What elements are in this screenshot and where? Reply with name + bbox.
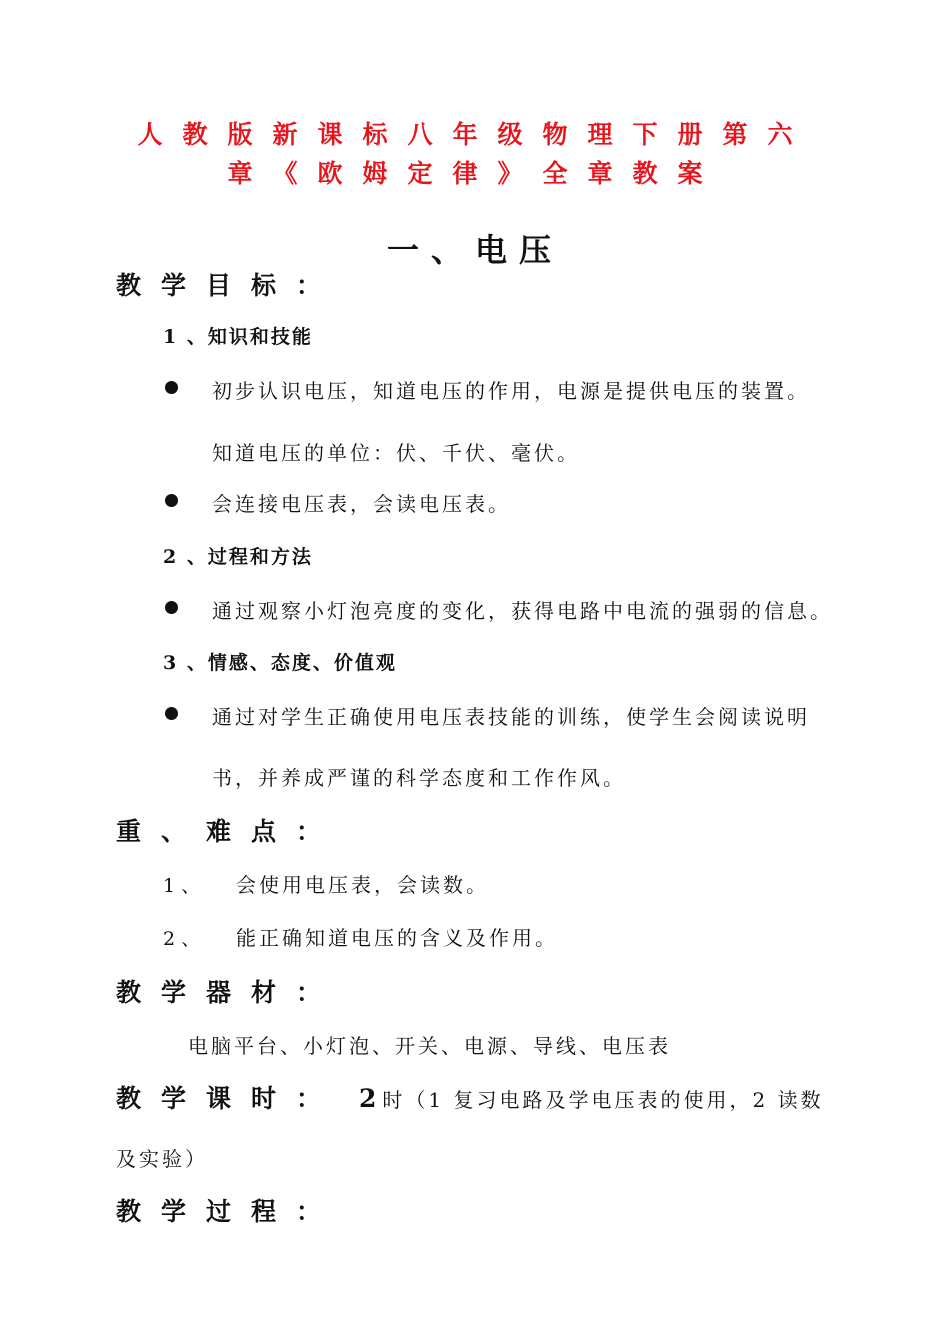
objective-bullet-4-line-1: 通过对学生正确使用电压表技能的训练，使学生会阅读说明 bbox=[212, 705, 810, 729]
objectives-sub-process: 2 、过程和方法 bbox=[163, 546, 313, 568]
equipment-heading: 教学器材： bbox=[116, 978, 342, 1007]
objective-bullet-1-line-2: 知道电压的单位：伏、千伏、毫伏。 bbox=[212, 441, 580, 465]
section-title: 一、电压 bbox=[386, 231, 563, 269]
document-title-line-1: 人教版新课标八年级物理下册第六 bbox=[137, 120, 813, 149]
key-point-2-number: 2 、 bbox=[163, 928, 201, 950]
bullet-icon bbox=[165, 707, 178, 720]
hours-description-line-1: 时（1 复习电路及学电压表的使用，2 读数 bbox=[382, 1088, 824, 1112]
key-point-1-number: 1 、 bbox=[163, 875, 201, 897]
hours-heading-label: 教学课时： bbox=[116, 1084, 342, 1113]
objective-bullet-2: 会连接电压表，会读电压表。 bbox=[212, 492, 511, 516]
objectives-heading: 教学目标： bbox=[116, 271, 342, 300]
equipment-list: 电脑平台、小灯泡、开关、电源、导线、电压表 bbox=[188, 1034, 671, 1058]
hours-description-line-2: 及实验） bbox=[116, 1147, 208, 1171]
objectives-sub-attitude: 3 、情感、态度、价值观 bbox=[163, 652, 397, 674]
process-heading: 教学过程： bbox=[116, 1197, 342, 1226]
objective-bullet-1-line-1: 初步认识电压，知道电压的作用，电源是提供电压的装置。 bbox=[212, 379, 810, 403]
bullet-icon bbox=[165, 381, 178, 394]
objective-bullet-3: 通过观察小灯泡亮度的变化，获得电路中电流的强弱的信息。 bbox=[212, 599, 833, 623]
document-title-line-2: 章《欧姆定律》全章教案 bbox=[227, 159, 723, 188]
bullet-icon bbox=[165, 601, 178, 614]
key-point-2-text: 能正确知道电压的含义及作用。 bbox=[236, 926, 558, 950]
key-point-1-text: 会使用电压表，会读数。 bbox=[236, 873, 489, 897]
bullet-icon bbox=[165, 494, 178, 507]
objectives-sub-knowledge: 1 、知识和技能 bbox=[163, 326, 313, 348]
key-points-heading: 重、难点： bbox=[116, 817, 342, 846]
hours-heading bbox=[116, 1079, 824, 1115]
hours-number: 2 bbox=[359, 1084, 377, 1113]
objective-bullet-4-line-2: 书，并养成严谨的科学态度和工作作风。 bbox=[212, 766, 626, 790]
